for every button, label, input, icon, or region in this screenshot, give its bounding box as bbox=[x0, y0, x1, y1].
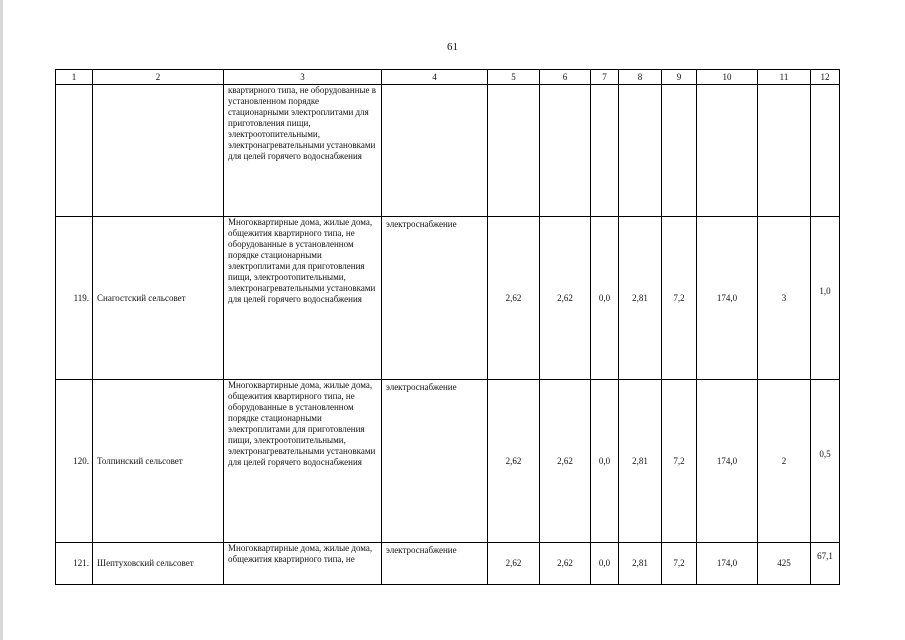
cell-service: электроснабжение bbox=[382, 543, 488, 585]
column-header: 1 bbox=[56, 70, 93, 85]
cell-service bbox=[382, 85, 488, 217]
table-row bbox=[56, 380, 840, 543]
column-header: 6 bbox=[540, 70, 591, 85]
cell-name bbox=[93, 85, 224, 217]
cell-c7: 0,0 bbox=[591, 543, 619, 585]
cell-index: 119. bbox=[56, 217, 93, 380]
cell-c5 bbox=[488, 85, 540, 217]
cell-c9: 7,2 bbox=[662, 217, 697, 380]
column-header: 8 bbox=[619, 70, 662, 85]
column-header: 9 bbox=[662, 70, 697, 85]
cell-c6 bbox=[540, 85, 591, 217]
cell-service: электроснабжение bbox=[382, 217, 488, 380]
cell-c6: 2,62 bbox=[540, 543, 591, 585]
page-edge bbox=[0, 0, 3, 640]
cell-c6: 2,62 bbox=[540, 380, 591, 543]
cell-c8 bbox=[619, 85, 662, 217]
column-header: 3 bbox=[224, 70, 382, 85]
cell-description: Многоквартирные дома, жилые дома, общежития квартирного типа, не оборудованные в установленном порядке стационарными электроплитами для приготовления пищи, электроотопительными, электронагревательными установками для целей горячего водоснабжения bbox=[224, 217, 382, 380]
cell-c8: 2,81 bbox=[619, 217, 662, 380]
cell-c12-value: 67,1 bbox=[817, 551, 833, 561]
cell-c10: 174,0 bbox=[697, 543, 758, 585]
tariff-table bbox=[55, 69, 840, 585]
cell-c7: 0,0 bbox=[591, 217, 619, 380]
cell-description: квартирного типа, не оборудованные в установленном порядке стационарными электроплитами для приготовления пищи, электроотопительными, электронагревательными установками для целей горячего водоснабжения bbox=[224, 85, 382, 217]
cell-c12 bbox=[811, 543, 840, 585]
cell-c11: 2 bbox=[758, 380, 811, 543]
cell-c7: 0,0 bbox=[591, 380, 619, 543]
cell-name: Снагостский сельсовет bbox=[93, 217, 224, 380]
cell-c9 bbox=[662, 85, 697, 217]
cell-c10: 174,0 bbox=[697, 380, 758, 543]
cell-index: 120. bbox=[56, 380, 93, 543]
column-header: 2 bbox=[93, 70, 224, 85]
cell-c11: 3 bbox=[758, 217, 811, 380]
cell-c6: 2,62 bbox=[540, 217, 591, 380]
column-header: 12 bbox=[811, 70, 840, 85]
column-header: 7 bbox=[591, 70, 619, 85]
cell-c12-value: 1,0 bbox=[819, 285, 831, 296]
cell-index bbox=[56, 85, 93, 217]
cell-c7 bbox=[591, 85, 619, 217]
cell-name: Шептуховский сельсовет bbox=[93, 543, 224, 585]
cell-c9: 7,2 bbox=[662, 543, 697, 585]
page-number: 61 bbox=[447, 41, 458, 53]
cell-c9: 7,2 bbox=[662, 380, 697, 543]
column-header: 11 bbox=[758, 70, 811, 85]
table-row-continuation bbox=[56, 85, 840, 217]
cell-c11: 425 bbox=[758, 543, 811, 585]
cell-c10: 174,0 bbox=[697, 217, 758, 380]
cell-c5: 2,62 bbox=[488, 380, 540, 543]
cell-c10 bbox=[697, 85, 758, 217]
cell-name: Толпинский сельсовет bbox=[93, 380, 224, 543]
cell-c12 bbox=[811, 85, 840, 217]
cell-c8: 2,81 bbox=[619, 543, 662, 585]
cell-c5: 2,62 bbox=[488, 543, 540, 585]
cell-c8: 2,81 bbox=[619, 380, 662, 543]
cell-c12 bbox=[811, 217, 840, 380]
cell-service: электроснабжение bbox=[382, 380, 488, 543]
column-header: 10 bbox=[697, 70, 758, 85]
cell-description: Многоквартирные дома, жилые дома, общежития квартирного типа, не bbox=[224, 543, 382, 585]
cell-c5: 2,62 bbox=[488, 217, 540, 380]
column-header: 4 bbox=[382, 70, 488, 85]
cell-description: Многоквартирные дома, жилые дома, общежития квартирного типа, не оборудованные в установленном порядке стационарными электроплитами для приготовления пищи, электроотопительными, электронагревательными установками для целей горячего водоснабжения bbox=[224, 380, 382, 543]
cell-c12 bbox=[811, 380, 840, 543]
header-row bbox=[56, 70, 840, 85]
cell-c12-value: 0,5 bbox=[819, 448, 831, 459]
column-header: 5 bbox=[488, 70, 540, 85]
cell-index: 121. bbox=[56, 543, 93, 585]
table-row bbox=[56, 543, 840, 585]
cell-c11 bbox=[758, 85, 811, 217]
table-row bbox=[56, 217, 840, 380]
